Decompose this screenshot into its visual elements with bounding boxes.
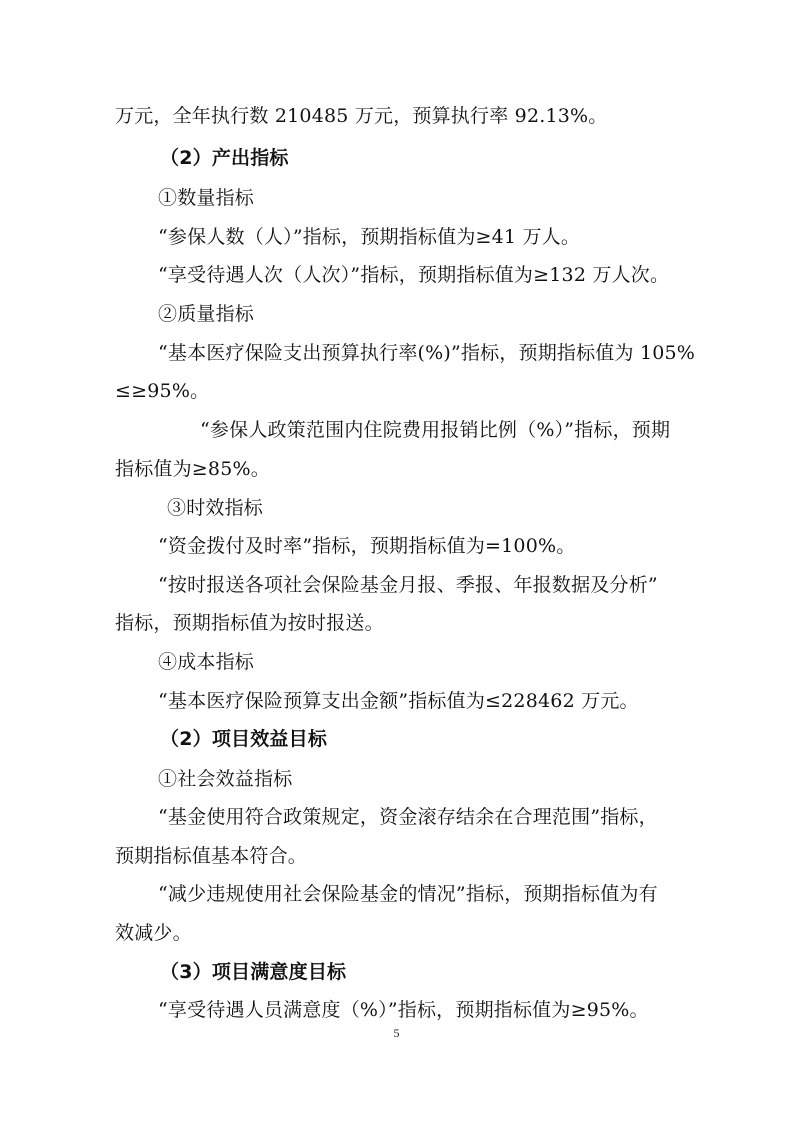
text-line: 预期指标值基本符合。 — [115, 845, 308, 867]
text-line: “享受待遇人次（人次）”指标，预期指标值为≥132 万人次。 — [158, 264, 670, 286]
section-heading: （3）项目满意度目标 — [160, 961, 347, 983]
section-heading: （2）项目效益目标 — [160, 728, 328, 750]
text-line: 指标，预期指标值为按时报送。 — [115, 612, 384, 634]
text-line: 万元，全年执行数 210485 万元，预算执行率 92.13%。 — [115, 105, 608, 127]
subheading: ①数量指标 — [158, 187, 255, 209]
text-line: “基本医疗保险预算支出金额”指标值为≤228462 万元。 — [158, 690, 639, 712]
text-line: 效减少。 — [115, 922, 192, 944]
subheading: ②质量指标 — [158, 303, 255, 325]
text-line: “减少违规使用社会保险基金的情况”指标，预期指标值为有 — [158, 883, 658, 905]
section-heading: （2）产出指标 — [160, 147, 289, 169]
subheading: ④成本指标 — [158, 651, 255, 673]
text-line: “享受待遇人员满意度（%）”指标，预期指标值为≥95%。 — [158, 999, 649, 1021]
text-line: 指标值为≥85%。 — [115, 458, 270, 480]
text-line: ≤≥95%。 — [115, 380, 210, 402]
text-line: “参保人数（人）”指标，预期指标值为≥41 万人。 — [158, 226, 581, 248]
text-line: “资金拨付及时率”指标，预期指标值为=100%。 — [158, 535, 576, 557]
text-line: “参保人政策范围内住院费用报销比例（%）”指标，预期 — [200, 419, 671, 441]
subheading: ①社会效益指标 — [158, 768, 293, 790]
text-line: “基金使用符合政策规定，资金滚存结余在合理范围”指标， — [158, 806, 658, 828]
text-line: “基本医疗保险支出预算执行率(%)”指标，预期指标值为 105% — [158, 342, 696, 364]
subheading: ③时效指标 — [167, 497, 264, 519]
text-line: “按时报送各项社会保险基金月报、季报、年报数据及分析” — [158, 574, 658, 596]
page-number: 5 — [393, 1026, 400, 1040]
